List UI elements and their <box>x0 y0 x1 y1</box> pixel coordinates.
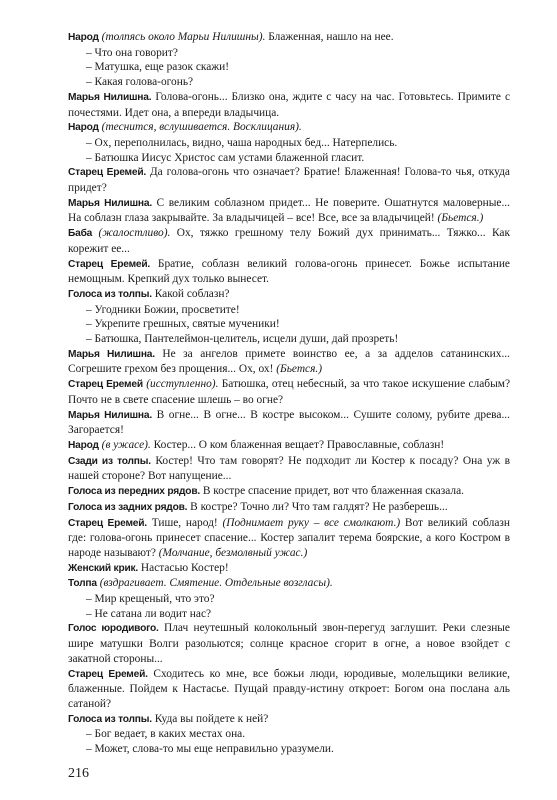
play-text <box>68 30 510 757</box>
speech-text: Тише, народ! <box>146 516 218 529</box>
dialogue-line <box>68 592 510 607</box>
speech-paragraph <box>68 438 510 454</box>
speech-text: Куда вы пойдете к ней? <box>151 712 269 725</box>
dialogue-line <box>68 332 510 347</box>
stage-direction: (Молчание, безмолвный ужас.) <box>155 546 308 559</box>
speech-text: Плач неутешный колокольный звон-перегуд заглушит. Реки слезные шире матушки Волги разольются; солнце красное сгорит в огне, а новое взойдет с закатной стороны... <box>68 622 510 665</box>
speaker-name: Марья Нилишна. <box>68 409 152 421</box>
speaker-name: Толпа <box>68 578 97 590</box>
dialogue-line <box>68 607 510 622</box>
dialogue-line <box>68 742 510 757</box>
speech-text: – Может, слова-то мы еще неправильно уразумели. <box>86 743 334 756</box>
speech-text: – Бог ведает, в каких местах она. <box>86 728 246 741</box>
speech-paragraph <box>68 667 510 712</box>
speaker-name: Голоса из толпы. <box>68 288 152 300</box>
stage-direction: (теснится, вслушивается. Восклицания). <box>98 121 302 134</box>
dialogue-line <box>68 317 510 332</box>
speech-paragraph <box>68 516 510 561</box>
speaker-name: Сзади из толпы. <box>68 455 151 467</box>
speaker-name: Марья Нилишна. <box>68 348 155 360</box>
speaker-name: Голос юродивого. <box>68 623 159 635</box>
speech-paragraph <box>68 196 510 226</box>
page-number: 216 <box>68 766 89 781</box>
speech-text: – Что она говорит? <box>86 46 178 59</box>
dialogue-line <box>68 46 510 61</box>
speaker-name: Голоса из задних рядов. <box>68 501 188 513</box>
speech-paragraph <box>68 561 510 577</box>
speech-text: – Какая голова-огонь? <box>86 76 194 89</box>
speech-paragraph <box>68 90 510 120</box>
dialogue-line <box>68 727 510 742</box>
speech-paragraph <box>68 484 510 500</box>
speech-text: Настасью Костер! <box>138 561 229 574</box>
dialogue-line <box>68 151 510 166</box>
speech-text: Костер... О ком блаженная вещает? Православные, соблазн! <box>150 438 445 451</box>
speaker-name: Старец Еремей. <box>68 517 147 529</box>
speech-paragraph <box>68 621 510 666</box>
speech-paragraph <box>68 377 510 407</box>
speech-text: В огне... В огне... В костре высоком... Сушите солому, рубите древа... Загорается! <box>68 408 510 437</box>
stage-direction: (в ужасе). <box>98 438 151 451</box>
speech-text: Братие, соблазн великий голова-огонь принесет. Божье испытание немощным. Крепкий дух только вынесет. <box>68 257 510 286</box>
speech-text: – Мир крещеный, что это? <box>86 593 215 606</box>
speech-paragraph <box>68 712 510 728</box>
stage-direction: (вздрагивает. Смятение. Отдельные возгласы). <box>96 577 333 590</box>
speech-text: – Матушка, еще разок скажи! <box>86 61 230 74</box>
stage-direction: (исступленно). <box>142 378 219 391</box>
speech-paragraph <box>68 287 510 303</box>
stage-direction: (толпясь около Марьи Нилишны). <box>98 31 266 43</box>
speech-text: Батюшка, отец небесный, за что такое искушение слабым? Почто не в свете спасение шлешь – во огне? <box>68 378 510 406</box>
speech-text: – Батюшка Иисус Христос сам устами блаженной гласит. <box>86 151 365 164</box>
speech-text: Какой соблазн? <box>151 287 230 300</box>
speech-text: Не за ангелов примете воинство ее, а за адделов сатанинских... Согрешите грехом без прощения... Ох, ох! <box>68 347 510 376</box>
speech-text: – Ох, переполнилась, видно, чаша народных бед... Натерпелись. <box>86 136 398 149</box>
speech-text: – Не сатана ли водит нас? <box>86 607 212 620</box>
speaker-name: Марья Нилишна. <box>68 91 152 103</box>
stage-direction: (жалостливо). <box>92 227 171 240</box>
stage-direction: (Поднимает руку – все смолкают.) <box>217 516 401 529</box>
speaker-name: Голоса из толпы. <box>68 713 152 725</box>
speech-paragraph <box>68 500 510 516</box>
speech-text: С великим соблазном придет... Не поверите. Ошатнутся маловерные... На соблазн глаза закрывайте. За владычицей – все! Все, все за владычицей! <box>68 196 510 225</box>
dialogue-line <box>68 75 510 90</box>
speech-text: Голова-огонь... Близко она, ждите с часу на час. Готовьтесь. Примите с почестями. Идет она, а впереди владычица. <box>68 90 511 119</box>
speech-paragraph <box>68 408 510 438</box>
speaker-name: Старец Еремей. <box>68 167 147 179</box>
speaker-name: Старец Еремей. <box>68 258 151 270</box>
speech-text: – Укрепите грешных, святые мученики! <box>86 318 280 331</box>
speaker-name: Голоса из передних рядов. <box>68 486 201 498</box>
speaker-name: Народ <box>68 439 99 451</box>
speaker-name: Народ <box>68 32 99 43</box>
speaker-name: Народ <box>68 122 99 134</box>
speech-text: Вот великий соблазн где: голова-огонь принесет спасение... Костер запалит терема боярские, а кого Костром в народе называют? <box>68 516 510 559</box>
speech-text: В костре спасение придет, вот что блаженная сказала. <box>200 485 464 498</box>
speaker-name: Марья Нилишна. <box>68 197 152 209</box>
stage-direction: (Бьется.) <box>434 212 484 225</box>
speech-text: Ох, тяжко грешному телу Божий дух принимать... Тяжко... Как корежит ее... <box>68 227 510 255</box>
speech-paragraph <box>68 347 510 377</box>
speech-text: Сходитесь ко мне, все божьи люди, юродивые, молельщики великие, блаженные. Пойдем к Настасье. Пущай правду-истину откроет: Богом она послана аль сатаной? <box>68 667 510 710</box>
speech-paragraph <box>68 257 510 287</box>
speech-paragraph <box>68 454 510 484</box>
dialogue-line <box>68 60 510 75</box>
speech-paragraph <box>68 30 510 46</box>
speech-paragraph <box>68 576 510 592</box>
dialogue-line <box>68 303 510 318</box>
speech-text: Костер! Что там говорят? Не подходит ли Костер к посаду? Она уж в нашей стороне? Вот напущение... <box>68 454 510 483</box>
speech-text: В костре? Точно ли? Что там галдят? Не разберешь... <box>187 500 448 513</box>
speech-text: – Угодники Божии, просветите! <box>86 303 240 316</box>
speaker-name: Старец Еремей <box>68 379 143 391</box>
speech-paragraph <box>68 226 510 256</box>
speaker-name: Баба <box>68 228 93 240</box>
speech-text: Да голова-огонь что означает? Братие! Блаженная! Голова-то чья, откуда придет? <box>68 166 510 195</box>
speech-text: – Батюшка, Пантелеймон-целитель, исцели души, дай прозреть! <box>86 333 399 346</box>
speech-paragraph <box>68 165 510 195</box>
stage-direction: (Бьется.) <box>273 363 323 376</box>
speaker-name: Женский крик. <box>68 562 139 574</box>
speech-text: Блаженная, нашло на нее. <box>265 31 394 43</box>
speech-paragraph <box>68 120 510 136</box>
dialogue-line <box>68 136 510 151</box>
speaker-name: Старец Еремей. <box>68 668 148 680</box>
